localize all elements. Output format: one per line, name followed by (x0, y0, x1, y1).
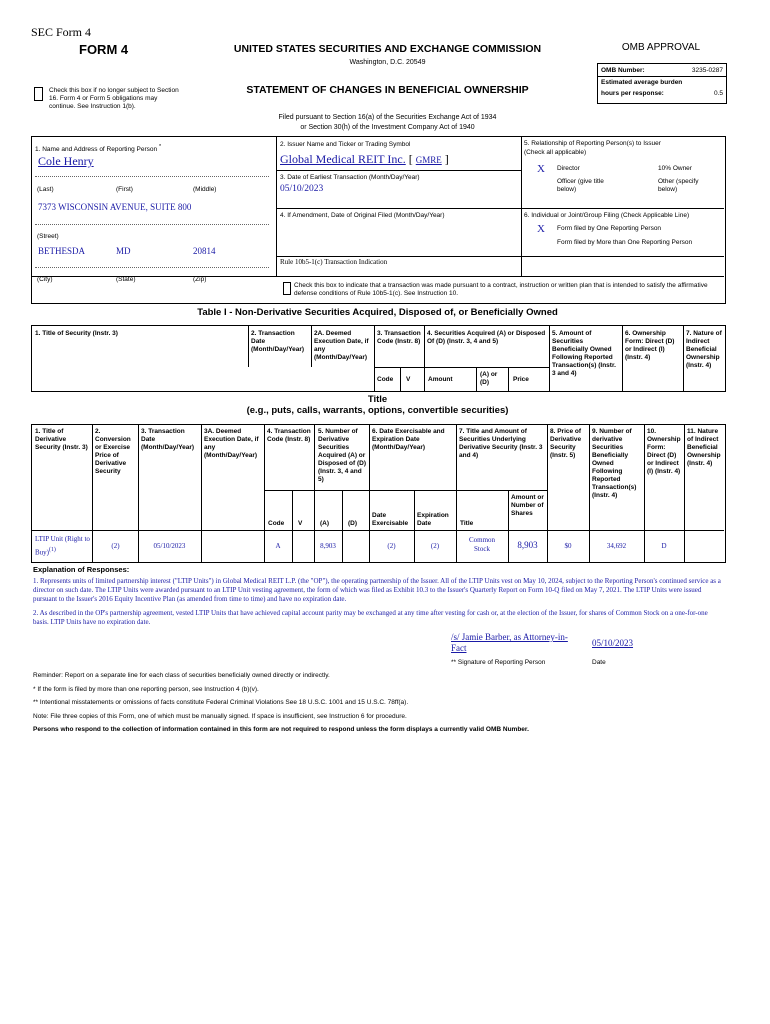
t2-row-conversion: (2) (111, 542, 120, 550)
more-person-label: Form filed by More than One Reporting Person (557, 239, 693, 246)
first-label: (First) (116, 186, 133, 193)
t1-sub-amount: Amount (428, 376, 453, 383)
earliest-transaction-date: 05/10/2023 (280, 184, 324, 194)
t1-col-acquired: 4. Securities Acquired (A) or Disposed Of (D) (Instr. 3, 4 and 5) (427, 330, 546, 345)
rule-10b5-checkbox[interactable] (283, 282, 291, 295)
t2-row-amount: 8,903 (517, 540, 538, 550)
omb-number-label: OMB Number: (601, 67, 645, 74)
t2-sub-date-ex: Date Exercisable (372, 512, 409, 527)
table1-title: Table I - Non-Derivative Securities Acquired, Disposed of, or Beneficially Owned (197, 307, 558, 318)
t2-row-date-ex: (2) (387, 542, 396, 550)
note-4: Persons who respond to the collection of information contained in this form are not required to respond unless the form displays a currently valid OMB Number. (33, 726, 529, 733)
t2-col-nature: 11. Nature of Indirect Beneficial Ownership (Instr. 4) (687, 428, 721, 467)
t1-col-code: 3. Transaction Code (Instr. 8) (377, 330, 421, 345)
director-mark[interactable]: X (537, 163, 545, 175)
signature-label: ** Signature of Reporting Person (451, 659, 546, 666)
officer-label: Officer (give title below) (557, 178, 604, 193)
explanation-title: Explanation of Responses: (33, 565, 130, 574)
street-value: 7373 WISCONSIN AVENUE, SUITE 800 (38, 202, 192, 212)
t2-row-exp: (2) (430, 542, 440, 550)
note-1: * If the form is filed by more than one reporting person, see Instruction 4 (b)(v). (33, 686, 259, 693)
omb-title: OMB APPROVAL (621, 42, 701, 53)
t1-col-form: 6. Ownership Form: Direct (D) or Indirect (I) (Instr. 4) (625, 330, 675, 361)
filed-line-1: Filed pursuant to Section 16(a) of the Securities Exchange Act of 1934 (278, 114, 497, 121)
omb-box (597, 63, 727, 104)
issuer-line: Global Medical REIT Inc. [ GMRE ] (280, 152, 449, 166)
t2-row-price: $0 (564, 542, 572, 550)
other-label: Other (specify below) (658, 178, 699, 193)
note-3: Note: File three copies of this Form, one of which must be manually signed. If space is insufficient, see Instruction 6 for procedure. (33, 713, 407, 720)
t2-col-code: 4. Transaction Code (Instr. 8) (267, 428, 311, 443)
zip-value: 20814 (193, 246, 216, 256)
table2-subtitle: (e.g., puts, calls, warrants, options, convertible securities) (246, 405, 509, 416)
t2-row-a: 8,903 (320, 542, 336, 550)
omb-burden-label: Estimated average burden (601, 79, 683, 86)
commission-location: Washington, D.C. 20549 (349, 59, 426, 66)
form-title: FORM 4 (79, 42, 129, 57)
t2-col-date: 3. Transaction Date (Month/Day/Year) (141, 428, 195, 451)
t2-sub-code: Code (268, 520, 285, 527)
t1-col-date: 2. Transaction Date (Month/Day/Year) (251, 330, 305, 353)
street-label: (Street) (37, 233, 59, 240)
one-person-label: Form filed by One Reporting Person (557, 225, 662, 232)
t2-row-title: Common Stock (468, 536, 496, 553)
box1-label: 1. Name and Address of Reporting Person * (35, 144, 162, 154)
section16-text: Check this box if no longer subject to Section 16. Form 4 or Form 5 obligations may continue. See Instruction 1(b). (49, 87, 179, 110)
table2-title: Title (367, 394, 388, 405)
middle-label: (Middle) (193, 186, 217, 193)
t1-col-deemed: 2A. Deemed Execution Date, if any (Month/Day/Year) (314, 330, 369, 361)
rule-text: Check this box to indicate that a transaction was made pursuant to a contract, instruction or written plan that is intended to satisfy the affirmative defense conditions of Rule 10b5-1(c). See Instruction 10. (294, 282, 708, 297)
box3-label: 3. Date of Earliest Transaction (Month/Day/Year) (280, 174, 420, 181)
t2-sub-amount: Amount or Number of Shares (511, 494, 544, 517)
commission-title: UNITED STATES SECURITIES AND EXCHANGE COMMISSION (233, 43, 542, 55)
issuer-name[interactable]: Global Medical REIT Inc. (280, 152, 406, 166)
t2-sub-a: (A) (320, 520, 330, 527)
t1-col-nature: 7. Nature of Indirect Beneficial Ownership (Instr. 4) (686, 330, 722, 369)
t2-col-owned: 9. Number of derivative Securities Beneficially Owned Following Reported Transaction(s) (Instr. 4) (592, 428, 637, 499)
t1-col-owned: 5. Amount of Securities Beneficially Owned Following Reported Transaction(s) (Instr. 3 and 4) (552, 330, 616, 377)
issuer-ticker[interactable]: GMRE (415, 155, 442, 165)
statement-title: STATEMENT OF CHANGES IN BENEFICIAL OWNERSHIP (246, 84, 529, 96)
t2-sub-title: Title (460, 520, 474, 527)
box5-label: 5. Relationship of Reporting Person(s) to Issuer (524, 140, 661, 147)
t1-sub-price: Price (513, 376, 529, 383)
t2-col-number: 5. Number of Derivative Securities Acquired (A) or Disposed of (D) (Instr. 3, 4 and 5) (318, 428, 367, 483)
t2-row-code: A (275, 542, 281, 550)
zip-label: (Zip) (193, 276, 207, 283)
reporting-person-name[interactable]: Cole Henry (38, 154, 94, 168)
footnote-2: 2. As described in the OP's partnership agreement, vested LTIP Units that have achieved capital account parity may be exchanged at any time after vesting for cash or, at the election of the Issuer, for shares of Common Stock on a one-for-one basis. LTIP Units have no expiration date. (33, 609, 708, 626)
t2-row-date: 05/10/2023 (153, 542, 186, 550)
omb-number-value: 3235-0287 (691, 67, 723, 74)
state-label: (State) (116, 276, 136, 283)
signature-name: /s/ Jamie Barber, as Attorney-in-Fact (451, 632, 568, 653)
sec-form-label: SEC Form 4 (31, 25, 92, 39)
t2-col-underlying: 7. Title and Amount of Securities Underlying Derivative Security (Instr. 3 and 4) (459, 428, 543, 459)
t2-col-price: 8. Price of Derivative Security (Instr. 5) (550, 428, 582, 459)
section16-checkbox[interactable] (34, 87, 43, 101)
signature-date: 05/10/2023 (592, 638, 634, 648)
omb-hours-value: 0.5 (713, 90, 723, 97)
t2-col-exercisable: 6. Date Exercisable and Expiration Date (Month/Day/Year) (372, 428, 445, 451)
director-label: Director (557, 165, 580, 172)
t2-row-form: D (661, 542, 667, 550)
footnote-1: 1. Represents units of limited partnership interest ("LTIP Units") in Global Medical REIT L.P. (the "OP"), the operating partnership of the Issuer. All of the LTIP Units vest on May 10, 2024, subject to the Reporting Person's continued service as a director on such date. The LTIP Units were awarded pursuant to an LTIP Unit vesting agreement, the form of which was filed as Exhibit 10.3 to the Issuer's Quarterly Report on Form 10-Q filed on May 7, 2021. The LTIP Units were issued pursuant to the Issuer's 2016 Equity Incentive Plan (as amended from time to time) and have no expiration date. (33, 577, 721, 603)
state-value: MD (116, 246, 131, 256)
last-label: (Last) (37, 186, 54, 193)
t2-col-conversion: 2. Conversion or Exercise Price of Derivative Security (95, 428, 131, 475)
city-label: (City) (37, 276, 53, 283)
city-value: BETHESDA (38, 246, 85, 256)
t2-sub-d: (D) (348, 520, 358, 527)
ten-percent-label: 10% Owner (658, 165, 692, 172)
note-2: ** Intentional misstatements or omissions of facts constitute Federal Criminal Violations See 18 U.S.C. 1001 and 15 U.S.C. 78ff(a). (33, 699, 409, 706)
t2-sub-exp: Expiration Date (417, 512, 449, 527)
box5-sub: (Check all applicable) (524, 149, 587, 156)
signature-date-label: Date (592, 659, 606, 666)
rule-title: Rule 10b5-1(c) Transaction Indication (280, 258, 388, 266)
t1-sub-v: V (406, 376, 411, 383)
box2-label: 2. Issuer Name and Ticker or Trading Symbol (280, 141, 411, 148)
t1-col-title: 1. Title of Security (Instr. 3) (35, 330, 118, 337)
note-reminder: Reminder: Report on a separate line for each class of securities beneficially owned directly or indirectly. (33, 672, 330, 679)
t1-sub-code: Code (377, 376, 394, 383)
box6-label: 6. Individual or Joint/Group Filing (Check Applicable Line) (524, 212, 690, 219)
omb-hours-label: hours per response: (601, 90, 664, 97)
t2-sub-v: V (298, 520, 303, 527)
t2-row-owned: 34,692 (606, 542, 627, 550)
t2-col-title: 1. Title of Derivative Security (Instr. 3) (35, 428, 88, 451)
box4-label: 4. If Amendment, Date of Original Filed (Month/Day/Year) (280, 212, 445, 219)
filed-line-2: or Section 30(h) of the Investment Company Act of 1940 (300, 124, 475, 131)
t1-sub-ad: (A) or (D) (480, 371, 498, 386)
t2-row-security: LTIP Unit (Right to Buy)$^{(1)}$ (35, 535, 90, 557)
one-person-mark[interactable]: X (537, 223, 545, 235)
t2-col-form: 10. Ownership Form: Direct (D) or Indirect (I) (Instr. 4) (647, 428, 681, 475)
t2-col-deemed: 3A. Deemed Execution Date, if any (Month/Day/Year) (204, 428, 259, 459)
